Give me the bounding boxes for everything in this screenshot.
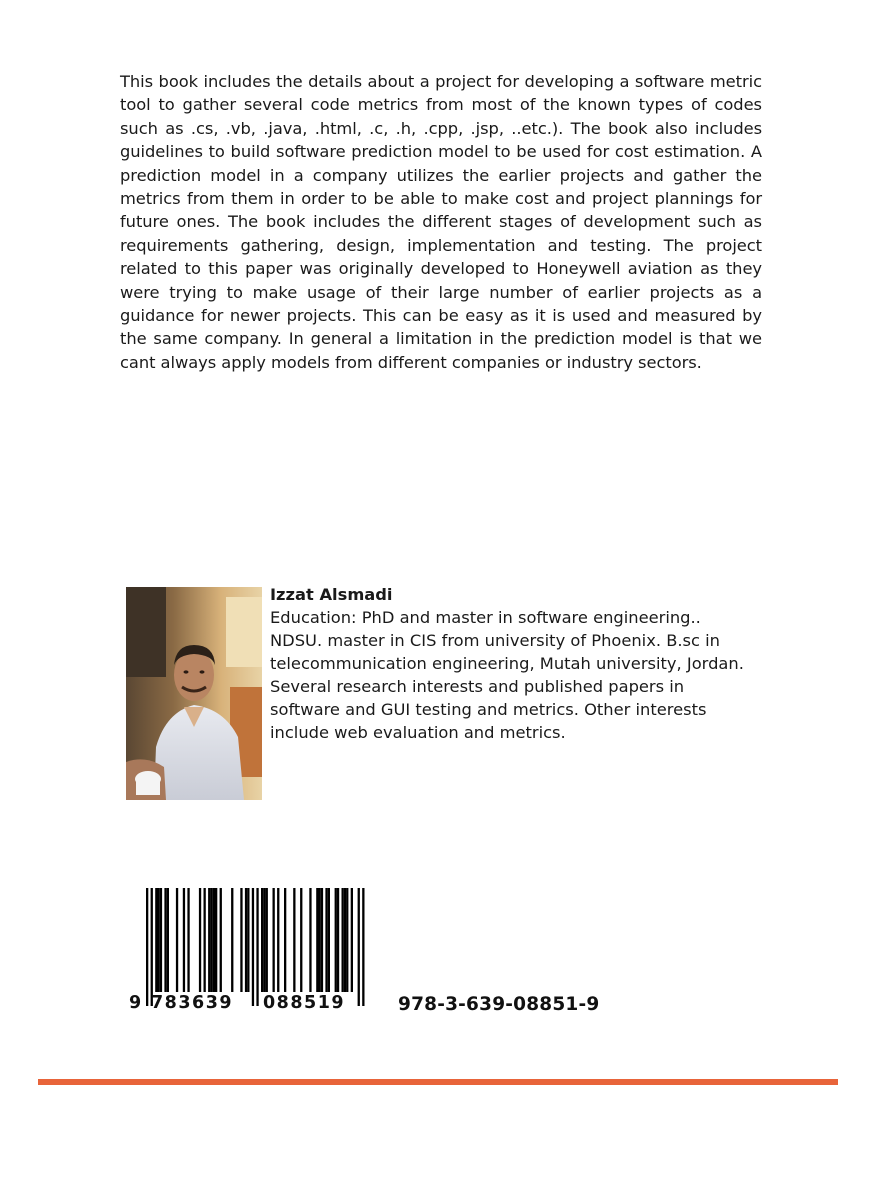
barcode-bar [245, 888, 247, 992]
barcode-bar [164, 888, 166, 992]
barcode-bar [351, 888, 353, 992]
barcode-bar [273, 888, 275, 992]
author-bio: Education: PhD and master in software engineering.. NDSU. master in CIS from university of Phoenix. B.sc in telecommunication engineering, Mutah university, Jordan. Several research interests and published papers in software and GUI testing and metrics. Other interests include web evaluation and metrics. [270, 608, 744, 742]
barcode-bar [158, 888, 160, 992]
barcode-bar [199, 888, 201, 992]
barcode-bar [328, 888, 330, 992]
footer-rule [38, 1079, 838, 1085]
back-cover-blurb: This book includes the details about a project for developing a software metric tool to gather several code metrics from most of the known types of codes such as .cs, .vb, .java, .html, .c, .h, .cpp, .jsp, ..etc.). The book also includes guidelines to build software prediction model to be used for cost estimation. A prediction model in a company utilizes the earlier projects and gather the metrics from them in order to be able to make cost and project plannings for future ones. The book includes the different stages of development such as requirements gathering, design, implementation and testing. The project related to this paper was originally developed to Honeywell aviation as they were trying to make usage of their large number of earlier projects as a guidance for newer projects. This can be easy as it is used and measured by the same company. In general a limitation in the prediction model is that we cant always apply models from different companies or industry sectors. [120, 72, 762, 372]
barcode-bar [325, 888, 327, 992]
barcode-bar [215, 888, 217, 992]
barcode-bars [128, 888, 380, 1006]
barcode-bar [309, 888, 311, 992]
barcode-digits [128, 993, 380, 1023]
barcode-bar [316, 888, 318, 992]
isbn-number: 978-3-639-08851-9 [398, 994, 600, 1015]
barcode-bar [346, 888, 348, 992]
barcode-bar [261, 888, 263, 992]
barcode-bar [344, 888, 346, 992]
barcode-bar [160, 888, 162, 992]
barcode-bar [176, 888, 178, 992]
barcode-bar [247, 888, 249, 992]
barcode-bar [321, 888, 323, 992]
barcode-bar [151, 888, 153, 1006]
barcode-bar [335, 888, 337, 992]
barcode-bar [263, 888, 265, 992]
barcode-digits-left: 783639 [151, 993, 234, 1013]
barcode-bar [277, 888, 279, 992]
barcode-bar [358, 888, 360, 1006]
barcode-bar [300, 888, 302, 992]
barcode-bar [167, 888, 169, 992]
barcode-bar [183, 888, 185, 992]
barcode-bar [187, 888, 189, 992]
barcode-bar [146, 888, 148, 1006]
barcode-bar [319, 888, 321, 992]
barcode-bar [256, 888, 258, 1006]
barcode-bar [220, 888, 222, 992]
barcode-bar [284, 888, 286, 992]
barcode-bar [208, 888, 210, 992]
barcode-digit-first: 9 [129, 993, 143, 1013]
barcode-bar [252, 888, 254, 1006]
barcode-bar [293, 888, 295, 992]
barcode-bar [204, 888, 206, 992]
author-photo [126, 587, 262, 800]
barcode-bar [342, 888, 344, 992]
barcode-digits-right: 088519 [263, 993, 346, 1013]
barcode-bar [210, 888, 212, 992]
author-name: Izzat Alsmadi [270, 585, 393, 604]
barcode-bar [155, 888, 157, 992]
barcode-bar [240, 888, 242, 992]
barcode-bar [231, 888, 233, 992]
isbn-barcode [128, 888, 380, 1028]
barcode-bar [362, 888, 364, 1006]
barcode-bar [266, 888, 268, 992]
barcode-bar [213, 888, 215, 992]
barcode-bar [337, 888, 339, 992]
